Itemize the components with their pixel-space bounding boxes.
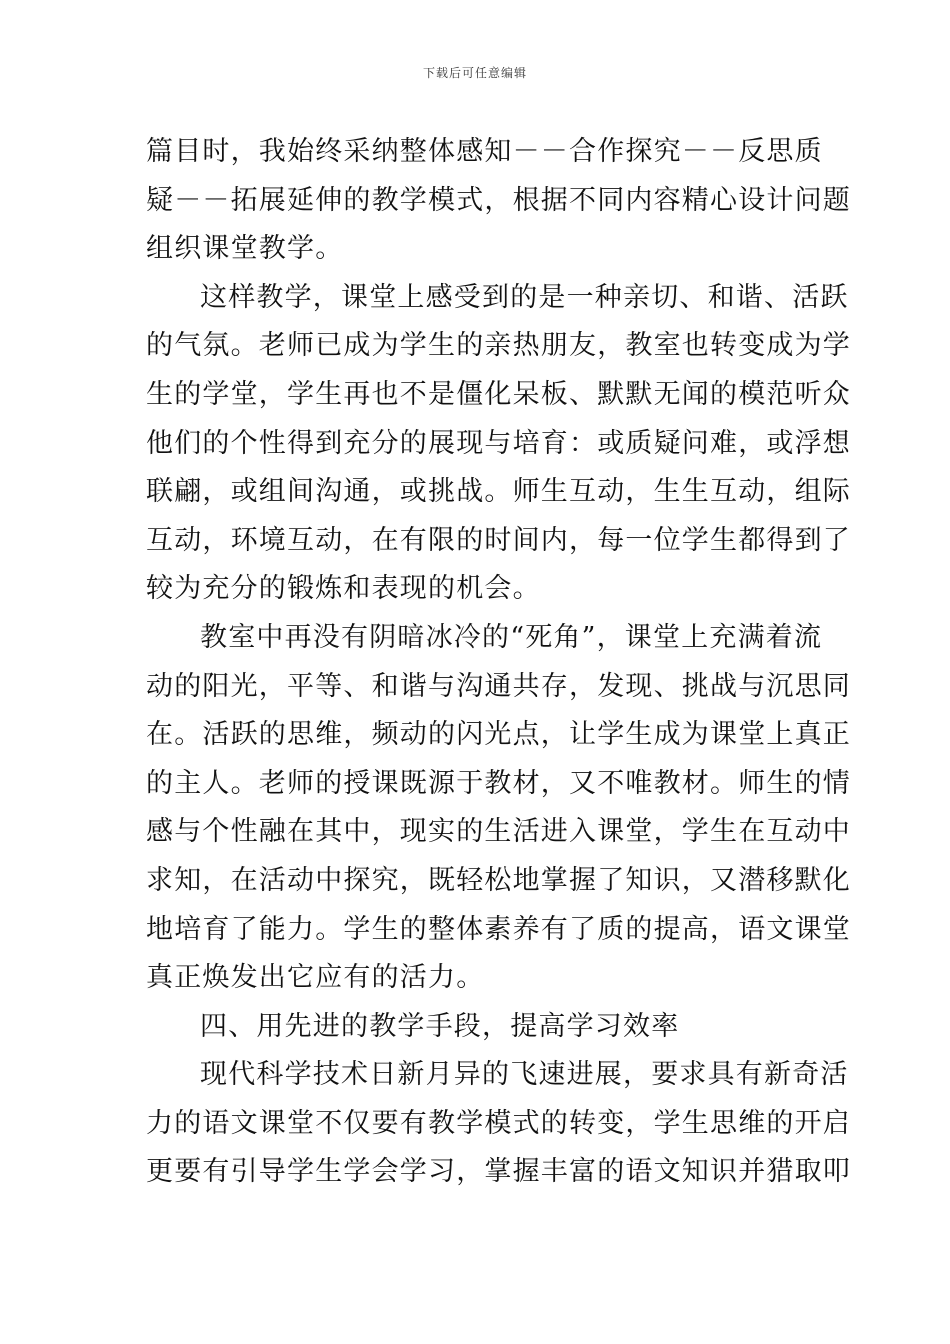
text-line: 较为充分的锻炼和表现的机会。	[146, 573, 541, 605]
text-line: 他们的个性得到充分的展现与培育：或质疑问难，或浮想	[146, 427, 851, 459]
text-line: 的主人。老师的授课既源于教材，又不唯教材。师生的情	[146, 767, 851, 799]
text-line: 力的语文课堂不仅要有教学模式的转变，学生思维的开启	[146, 1107, 851, 1139]
text-line: 感与个性融在其中，现实的生活进入课堂，学生在互动中	[146, 816, 851, 848]
text-line: 动的阳光，平等、和谐与沟通共存，发现、挑战与沉思同	[146, 670, 851, 702]
text-line: 互动，环境互动，在有限的时间内，每一位学生都得到了	[146, 524, 851, 556]
text-line: 疑－－拓展延伸的教学模式，根据不同内容精心设计问题	[146, 184, 851, 216]
text-line: 组织课堂教学。	[146, 233, 344, 265]
text-line: 真正焕发出它应有的活力。	[146, 962, 485, 994]
section-heading: 四、用先进的教学手段，提高学习效率	[200, 1010, 680, 1042]
text-line: 在。活跃的思维，频动的闪光点，让学生成为课堂上真正	[146, 719, 851, 751]
page-header: 下载后可任意编辑	[422, 66, 527, 80]
text-line: 现代科学技术日新月异的飞速进展，要求具有新奇活	[200, 1059, 849, 1091]
text-line: 这样教学，课堂上感受到的是一种亲切、和谐、活跃	[200, 281, 849, 313]
text-line: 地培育了能力。学生的整体素养有了质的提高，语文课堂	[146, 913, 851, 945]
text-line: 联翩，或组间沟通，或挑战。师生互动，生生互动，组际	[146, 476, 851, 508]
text-line: 更要有引导学生学会学习，掌握丰富的语文知识并猎取叩	[146, 1156, 851, 1188]
text-line: 求知，在活动中探究，既轻松地掌握了知识，又潜移默化	[146, 864, 851, 896]
text-line: 的气氛。老师已成为学生的亲热朋友，教室也转变成为学	[146, 330, 851, 362]
text-line: 篇目时，我始终采纳整体感知－－合作探究－－反思质	[146, 136, 823, 167]
text-line: 教室中再没有阴暗冰冷的“死角”，课堂上充满着流	[200, 621, 823, 653]
text-line: 生的学堂，学生再也不是僵化呆板、默默无闻的模范听众	[146, 378, 851, 410]
document-body	[146, 128, 851, 1197]
